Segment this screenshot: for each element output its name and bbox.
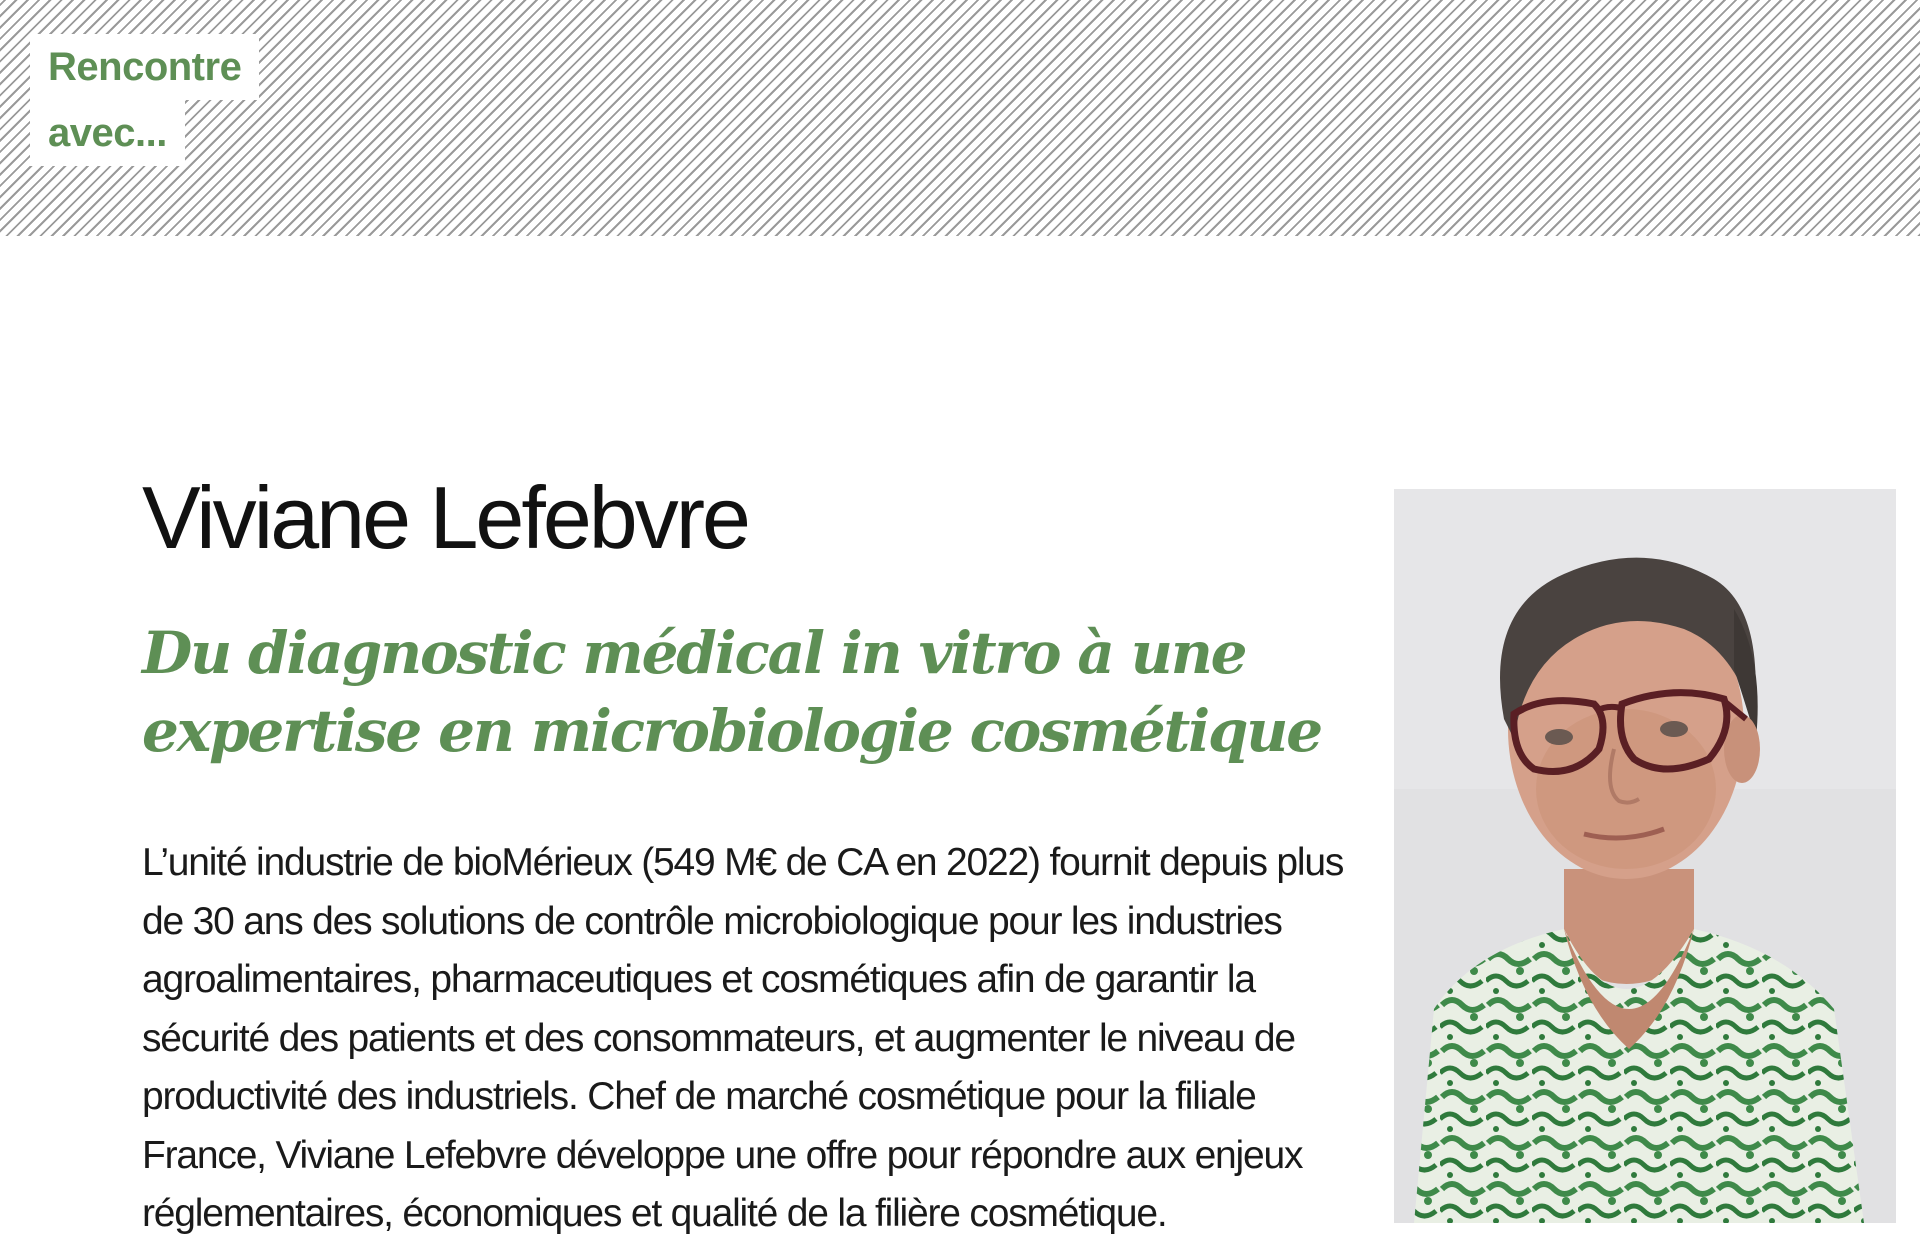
section-label — [30, 34, 259, 166]
article-subtitle: Du diagnostic médical in vitro à une expertise en microbiologie cosmétique — [142, 619, 1321, 765]
section-label-line1: Rencontre — [30, 34, 259, 100]
person-name: Viviane Lefebvre — [142, 468, 748, 567]
portrait-photo — [1394, 489, 1896, 1223]
section-label-line2: avec... — [30, 100, 185, 166]
intro-paragraph: L’unité industrie de bioMérieux (549 M€ de CA en 2022) fournit depuis plus de 30 ans des solutions de contrôle microbiologique pour les industries agroalimentaires, pharmaceutiques et cosmétiques afin de garantir la sécurité des patients et des consommateurs, et augmenter le niveau de productivité des industriels. Chef de marché cosmétique pour la filiale France, Viviane Lefebvre développe une offre pour répondre aux enjeux réglementaires, économiques et qualité de la filière cosmétique. — [142, 841, 1344, 1235]
header-hatch-band — [0, 0, 1920, 236]
